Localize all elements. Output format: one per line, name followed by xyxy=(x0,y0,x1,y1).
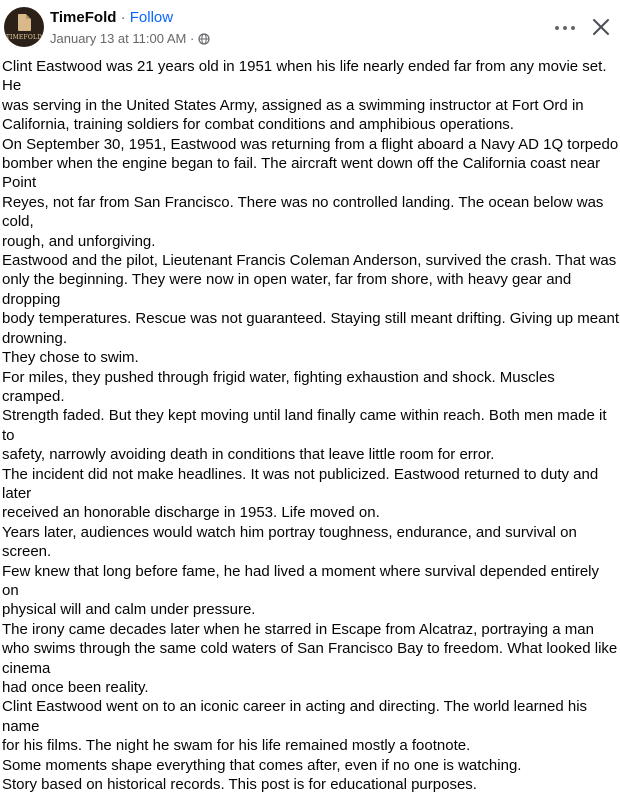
post-paragraph: Some moments shape everything that comes after, even if no one is watching. xyxy=(2,756,522,774)
post-paragraph: The irony came decades later when he starred in Escape from Alcatraz, portraying a man who swims through the same cold waters of San Francisco Bay to freedom. What looked like cinema had once been reality. xyxy=(2,620,618,696)
avatar-logo-text: TIMEFOLD xyxy=(5,34,43,41)
post-meta xyxy=(50,31,210,47)
post-paragraph: They chose to swim. xyxy=(2,349,139,367)
meta-separator: · xyxy=(189,31,195,46)
name-separator: · xyxy=(120,9,126,26)
post-body xyxy=(2,57,619,794)
post-paragraph: Eastwood and the pilot, Lieutenant Francis Coleman Anderson, survived the crash. That was only the beginning. They were now in open water, far from shore, with heavy gear and dropping body temperatures. Rescue was not guaranteed. Staying still meant drifting. Giving up meant drowning. xyxy=(2,252,619,347)
post-timestamp[interactable]: January 13 at 11:00 AM xyxy=(50,31,187,46)
post-paragraph: Years later, audiences would watch him portray toughness, endurance, and survival on screen. xyxy=(2,523,577,561)
post-header xyxy=(0,0,620,57)
close-icon[interactable] xyxy=(590,16,612,38)
post-paragraph: Few knew that long before fame, he had lived a moment where survival depended entirely on physical will and calm under pressure. xyxy=(2,562,600,619)
avatar[interactable] xyxy=(4,7,44,47)
globe-icon[interactable] xyxy=(198,33,210,45)
more-options-button[interactable] xyxy=(554,18,576,38)
post-paragraph: Story based on historical records. This post is for educational purposes. xyxy=(2,776,477,794)
author-name[interactable]: TimeFold xyxy=(50,9,117,26)
follow-button[interactable]: Follow xyxy=(129,9,174,26)
post-paragraph: Clint Eastwood was 21 years old in 1951 when his life nearly ended far from any movie set. He was serving in the United States Army, assigned as a swimming instructor at Fort Ord in California, training soldiers for combat conditions and amphibious operations. xyxy=(2,58,607,134)
document-icon xyxy=(18,14,31,31)
post-paragraph: On September 30, 1951, Eastwood was returning from a flight aboard a Navy AD 1Q torpedo bomber when the engine began to fail. The aircraft went down off the California coast near Point Reyes, not far from San Francisco. There was no controlled landing. The ocean below was cold, rough, and unforgiving. xyxy=(2,135,619,250)
author-line xyxy=(50,9,173,27)
post-paragraph: Clint Eastwood went on to an iconic career in acting and directing. The world learned his name for his films. The night he swam for his life remained mostly a footnote. xyxy=(2,698,588,755)
post-paragraph: For miles, they pushed through frigid water, fighting exhaustion and shock. Muscles cramped. Strength faded. But they kept moving until land finally came within reach. Both men made it to safety, narrowly avoiding death in conditions that leave little room for error. xyxy=(2,368,607,464)
post-paragraph: The incident did not make headlines. It was not publicized. Eastwood returned to duty and later received an honorable discharge in 1953. Life moved on. xyxy=(2,465,599,522)
